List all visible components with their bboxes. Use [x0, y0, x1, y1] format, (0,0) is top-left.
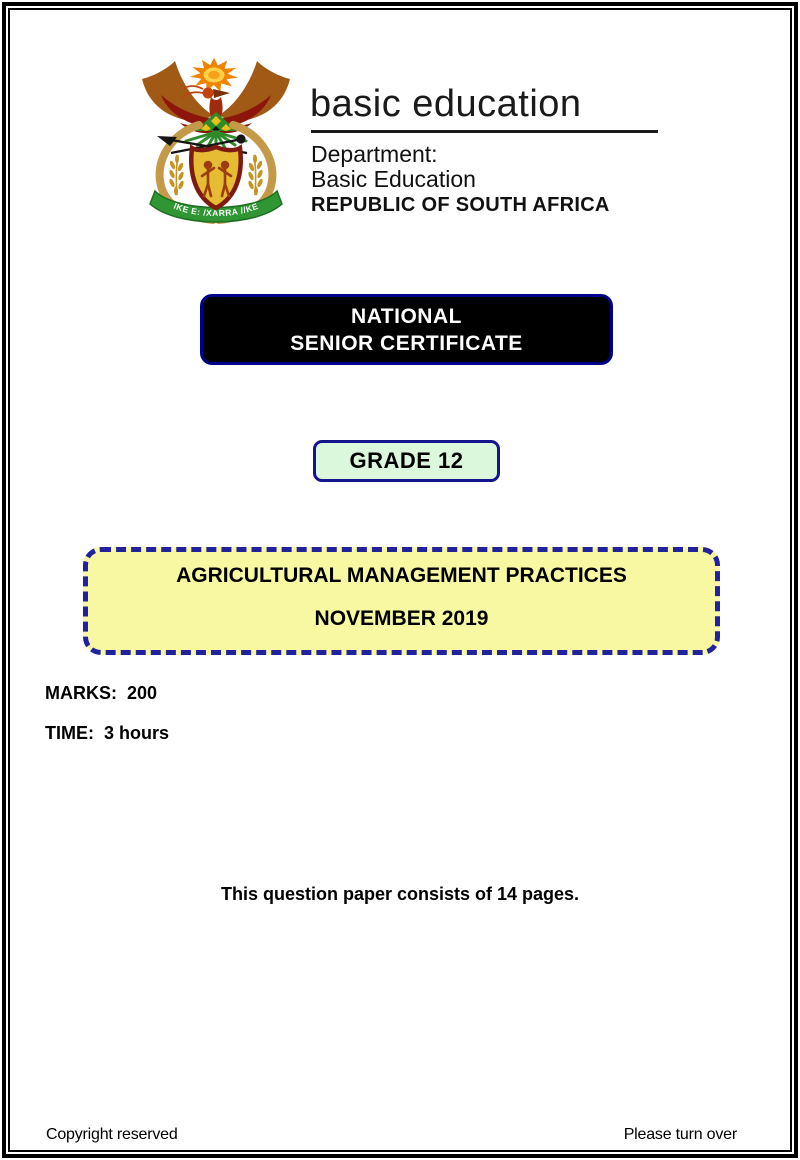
- certificate-title-box: [200, 294, 613, 365]
- country-name: REPUBLIC OF SOUTH AFRICA: [311, 194, 610, 216]
- footer-turn-over: Please turn over: [623, 1126, 737, 1143]
- grade-box: [313, 440, 500, 482]
- exam-session: NOVEMBER 2019: [314, 607, 489, 630]
- subject-box: [83, 547, 720, 655]
- grade-label: GRADE 12: [349, 448, 464, 473]
- time-value: 3 hours: [104, 723, 170, 743]
- coat-of-arms-motto: IKE E: /XARRA //KE: [172, 200, 260, 219]
- footer-copyright: Copyright reserved: [46, 1126, 178, 1143]
- certificate-line2: SENIOR CERTIFICATE: [290, 331, 523, 355]
- department-name: Basic Education: [311, 165, 476, 192]
- department-label: Department:: [311, 141, 438, 167]
- pages-note: This question paper consists of 14 pages.: [220, 884, 580, 904]
- time-line: [45, 724, 169, 742]
- marks-label: MARKS:: [45, 683, 117, 703]
- logo-underline: [311, 130, 658, 133]
- marks-value: 200: [127, 683, 158, 703]
- logo-wordmark: basic education: [310, 83, 582, 125]
- marks-line: [45, 684, 157, 702]
- south-africa-coat-of-arms-icon: [137, 55, 295, 225]
- time-label: TIME:: [45, 723, 94, 743]
- subject-title: AGRICULTURAL MANAGEMENT PRACTICES: [176, 564, 627, 587]
- department-block: [311, 142, 610, 218]
- certificate-line1: NATIONAL: [351, 304, 462, 328]
